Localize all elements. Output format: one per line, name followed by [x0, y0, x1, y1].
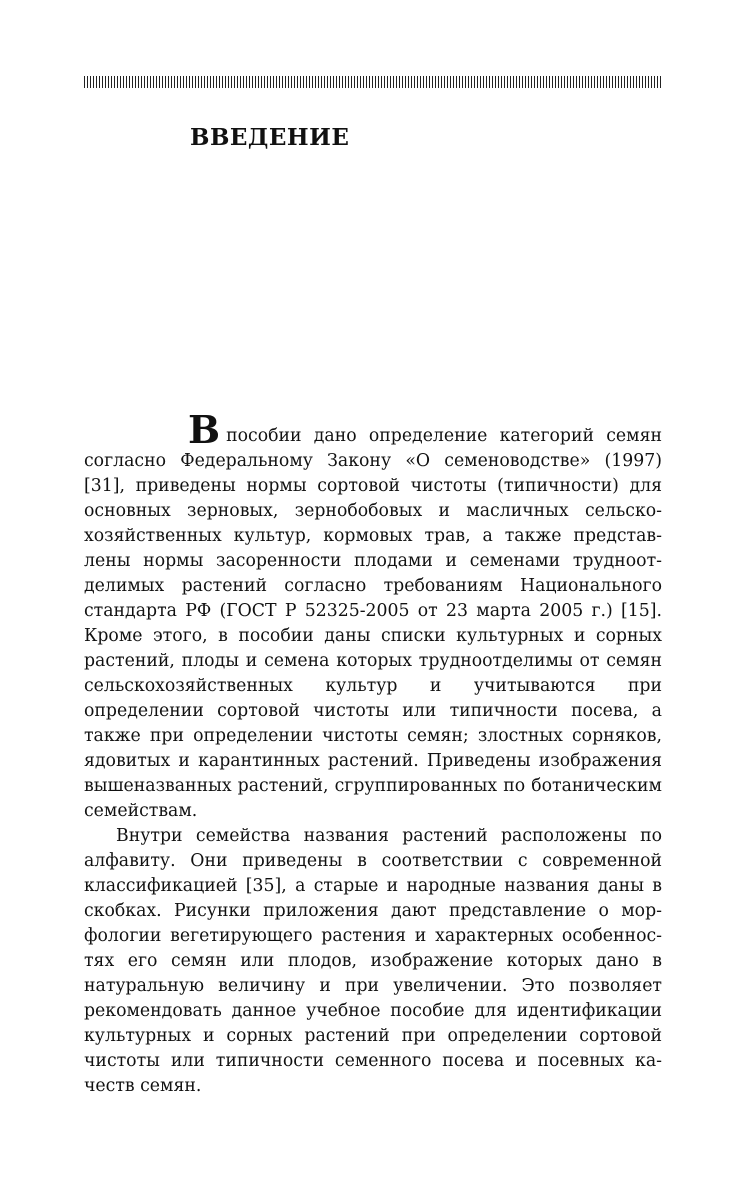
top-decorative-rule [84, 76, 662, 88]
drop-cap: В [188, 407, 221, 452]
paragraph-2: Внутри семейства названия растений расположены по алфавиту. Они приведены в соответствии с современной классификацией [35], а старые и народные названия даны в скобках. Рисунки приложения дают представление о морфологии вегетирующего растения и характерных особенностях его семян или плодов, изображение которых дано в натуральную величину и при увеличении. Это позволяет рекомендовать данное учебное пособие для идентификации культурных и сорных растений при определении сортовой чистоты или типичности семенного посева и посевных качеств семян. [84, 826, 662, 1096]
paragraph-1 [84, 407, 662, 824]
body-text [84, 407, 662, 1099]
page-title: ВВЕДЕНИЕ [190, 124, 350, 151]
paragraph-1-text: пособии дано определение категорий семян согласно Федеральному Закону «О семеноводстве» (1997) [31], приведены нормы сортовой чистоты (типичности) для основных зерновых, зернобобовых и масличных сельскохозяйственных культур, кормовых трав, а также представлены нормы засоренности плодами и семенами трудноотделимых растений согласно требованиям Национального стандарта РФ (ГОСТ Р 52325-2005 от 23 марта 2005 г.) [15]. Кроме этого, в пособии даны списки культурных и сорных растений, плоды и семена которых трудноотделимы от семян сельскохозяйственных культур и учитываются при определении сортовой чистоты или типичности посева, а также при определении чистоты семян; злостных сорняков, ядовитых и карантинных растений. Приведены изображения вышеназванных растений, сгруппированных по ботаническим семействам. [84, 426, 662, 821]
